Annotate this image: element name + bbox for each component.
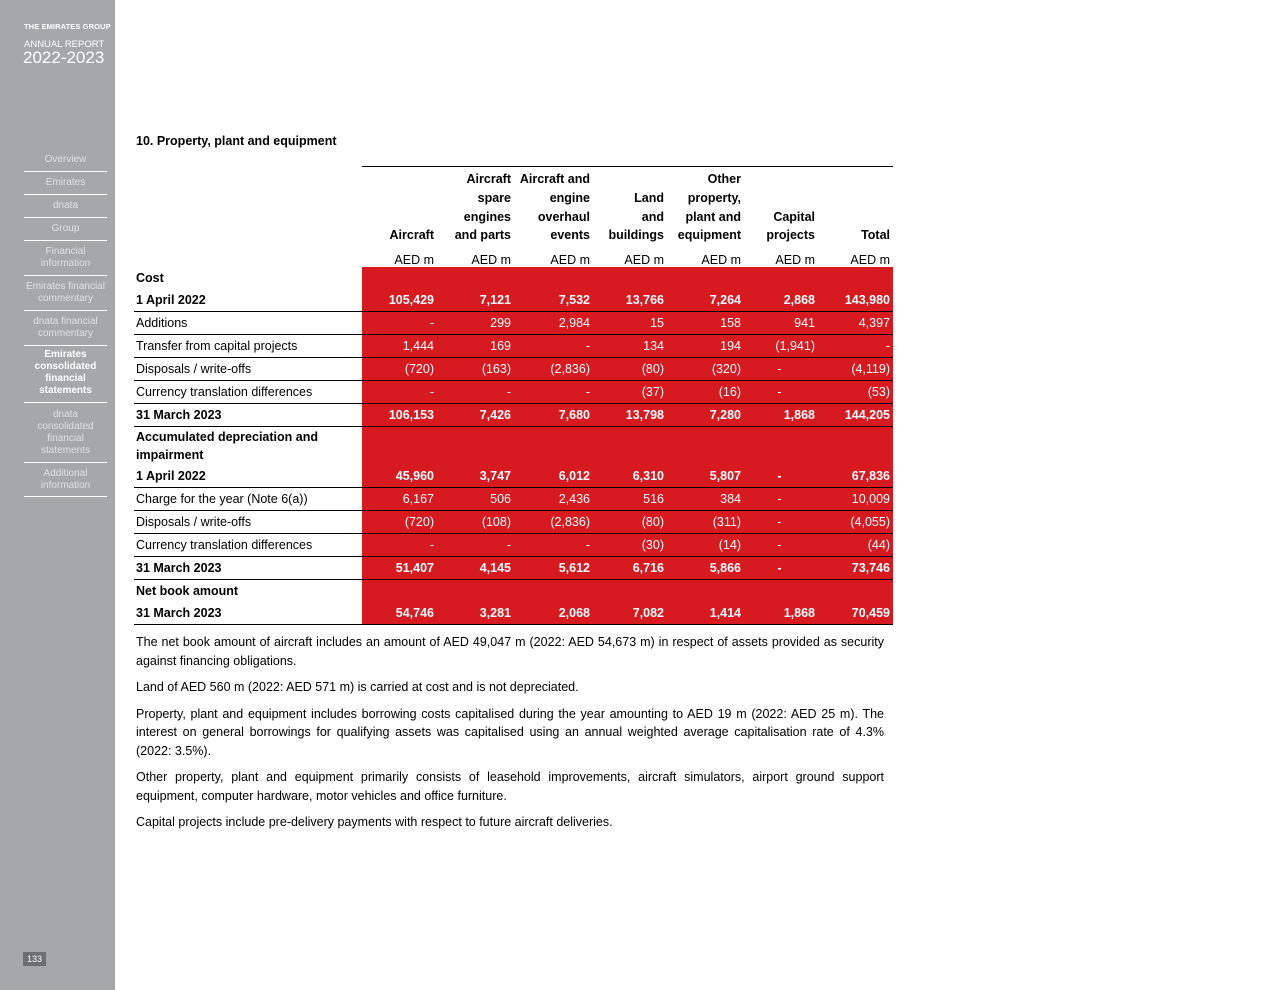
- table-cell: -: [744, 557, 818, 580]
- sidebar-nav: [24, 148, 107, 497]
- notes: [136, 633, 884, 840]
- table-cell: 144,205: [818, 404, 893, 427]
- table-row: [134, 602, 893, 625]
- table-cell: 7,264: [667, 289, 744, 312]
- table-cell: 73,746: [818, 557, 893, 580]
- table-cell: 6,167: [362, 488, 437, 511]
- row-label: Charge for the year (Note 6(a)): [134, 488, 362, 511]
- section-title: 10. Property, plant and equipment: [136, 134, 337, 148]
- column-header-line: equipment: [677, 228, 741, 243]
- units-row: [134, 247, 893, 267]
- column-header-line: [362, 170, 434, 189]
- column-header-line: [818, 208, 890, 227]
- column-header-line: and: [641, 209, 664, 224]
- table-cell: -: [744, 381, 818, 404]
- column-header: [437, 167, 514, 248]
- column-header-line: [362, 208, 434, 227]
- row-label: 31 March 2023: [134, 557, 362, 580]
- table-cell: 384: [667, 488, 744, 511]
- row-label: Disposals / write-offs: [134, 511, 362, 534]
- table-cell: 7,280: [667, 404, 744, 427]
- note-capital-projects: Capital projects include pre-delivery payments with respect to future aircraft deliveries.: [136, 815, 613, 829]
- table-cell: 10,009: [818, 488, 893, 511]
- table-cell: -: [744, 534, 818, 557]
- table-cell: [667, 267, 744, 289]
- table-cell: 1,414: [667, 602, 744, 625]
- column-header-line: [818, 189, 890, 208]
- column-header-line: and parts: [454, 228, 511, 243]
- table-cell: -: [818, 335, 893, 358]
- table-cell: 143,980: [818, 289, 893, 312]
- table-cell: 15: [593, 312, 667, 335]
- note-borrowing-costs: Property, plant and equipment includes borrowing costs capitalised during the year amounting to AED 19 m (2022: AED 25 m). The interest on general borrowings for qualifying assets was capitalised using an annual weighted average capitalisation rate of 4.3% (2022: 3.5%).: [136, 706, 884, 758]
- table-cell: [818, 267, 893, 289]
- table-cell: 4,397: [818, 312, 893, 335]
- table-cell: 506: [437, 488, 514, 511]
- note-other-ppe: Other property, plant and equipment primarily consists of leasehold improvements, aircraft simulators, airport ground support equipment, computer hardware, motor vehicles and office furniture.: [136, 770, 884, 803]
- table-cell: 169: [437, 335, 514, 358]
- table-cell: (53): [818, 381, 893, 404]
- table-cell: [362, 267, 437, 289]
- table-cell: 6,310: [593, 465, 667, 488]
- table-cell: 7,121: [437, 289, 514, 312]
- unit-label: AED m: [775, 253, 815, 268]
- table-cell: 2,068: [514, 602, 593, 625]
- table-cell: (2,836): [514, 511, 593, 534]
- ppe-table: [134, 166, 893, 625]
- table-cell: 5,866: [667, 557, 744, 580]
- table-row: [134, 312, 893, 335]
- note-land: Land of AED 560 m (2022: AED 571 m) is carried at cost and is not depreciated.: [136, 680, 579, 694]
- column-header-line: spare: [477, 190, 511, 205]
- table-cell: 1,444: [362, 335, 437, 358]
- nav-item-emirates[interactable]: Emirates: [24, 172, 107, 195]
- table-cell: 7,426: [437, 404, 514, 427]
- column-header-line: engines: [463, 209, 511, 224]
- table-cell: 1,868: [744, 602, 818, 625]
- table-row: [134, 534, 893, 557]
- table-cell: (44): [818, 534, 893, 557]
- table-cell: [593, 267, 667, 289]
- column-header-line: Capital: [773, 209, 815, 224]
- column-header-line: engine: [549, 190, 590, 205]
- table-row: [134, 488, 893, 511]
- table-cell: 67,836: [818, 465, 893, 488]
- table-cell: 51,407: [362, 557, 437, 580]
- row-label: Additions: [134, 312, 362, 335]
- table-cell: 134: [593, 335, 667, 358]
- table-cell: 6,012: [514, 465, 593, 488]
- table-cell: [437, 267, 514, 289]
- table-cell: [593, 427, 667, 466]
- table-cell: (80): [593, 511, 667, 534]
- row-label: Disposals / write-offs: [134, 358, 362, 381]
- table-cell: [744, 427, 818, 466]
- row-label: 1 April 2022: [134, 289, 362, 312]
- nav-item-emirates-consolidated-financial-statements[interactable]: Emirates consolidated financial statements: [24, 346, 107, 403]
- table-cell: 70,459: [818, 602, 893, 625]
- column-header: [818, 167, 893, 248]
- table-cell: (311): [667, 511, 744, 534]
- table-cell: 5,612: [514, 557, 593, 580]
- table-row: [134, 427, 893, 466]
- table-cell: [514, 267, 593, 289]
- column-header-line: overhaul: [537, 209, 590, 224]
- column-header-line: projects: [766, 228, 815, 243]
- table-cell: -: [744, 465, 818, 488]
- table-cell: [818, 427, 893, 466]
- unit-label: AED m: [394, 253, 434, 268]
- column-header-line: Total: [861, 228, 890, 243]
- table-cell: (720): [362, 511, 437, 534]
- table-cell: 2,868: [744, 289, 818, 312]
- nav-item-emirates-financial-commentary[interactable]: Emirates financial commentary: [24, 276, 107, 311]
- table-row: [134, 557, 893, 580]
- nav-item-group[interactable]: Group: [24, 218, 107, 241]
- unit-label: AED m: [701, 253, 741, 268]
- table-row: [134, 381, 893, 404]
- table-row: [134, 267, 893, 289]
- table-cell: (720): [362, 358, 437, 381]
- table-cell: [744, 580, 818, 603]
- column-header-line: Aircraft: [466, 172, 511, 186]
- table-cell: -: [362, 381, 437, 404]
- table-cell: -: [437, 381, 514, 404]
- table-cell: 516: [593, 488, 667, 511]
- column-header-line: buildings: [608, 228, 664, 243]
- table-cell: [437, 580, 514, 603]
- table-cell: [744, 267, 818, 289]
- table-cell: -: [514, 335, 593, 358]
- column-header: [593, 167, 667, 248]
- column-header: [744, 167, 818, 248]
- row-label: Cost: [136, 271, 164, 286]
- table-cell: (108): [437, 511, 514, 534]
- brand-company: THE EMIRATES GROUP: [24, 22, 111, 31]
- unit-label: AED m: [471, 253, 511, 268]
- table-row: [134, 511, 893, 534]
- column-header-line: Land: [634, 190, 664, 205]
- column-header-line: [744, 189, 815, 208]
- table-cell: (14): [667, 534, 744, 557]
- table-cell: 7,680: [514, 404, 593, 427]
- table-cell: 1,868: [744, 404, 818, 427]
- table-cell: 2,984: [514, 312, 593, 335]
- table-cell: 105,429: [362, 289, 437, 312]
- table-cell: 194: [667, 335, 744, 358]
- table-cell: -: [514, 534, 593, 557]
- column-header-line: Aircraft: [389, 228, 434, 243]
- nav-item-dnata-financial-commentary[interactable]: dnata financial commentary: [24, 311, 107, 346]
- row-label: 1 April 2022: [134, 465, 362, 488]
- table-cell: -: [744, 488, 818, 511]
- table-cell: (30): [593, 534, 667, 557]
- table-cell: 3,747: [437, 465, 514, 488]
- column-header-row: [134, 167, 893, 248]
- table-cell: -: [362, 534, 437, 557]
- row-label: Currency translation differences: [134, 381, 362, 404]
- table-cell: 3,281: [437, 602, 514, 625]
- table-cell: [667, 580, 744, 603]
- table-cell: 13,766: [593, 289, 667, 312]
- table-cell: 299: [437, 312, 514, 335]
- row-label: 31 March 2023: [134, 602, 362, 625]
- table-cell: [362, 580, 437, 603]
- unit-label: AED m: [850, 253, 890, 268]
- column-header-line: [362, 189, 434, 208]
- table-cell: (320): [667, 358, 744, 381]
- table-cell: 4,145: [437, 557, 514, 580]
- table-row: [134, 358, 893, 381]
- column-header-line: [818, 170, 890, 189]
- table-cell: [514, 580, 593, 603]
- brand-report-label: ANNUAL REPORT: [24, 39, 105, 50]
- table-cell: 7,082: [593, 602, 667, 625]
- table-cell: [362, 427, 437, 466]
- table-cell: 106,153: [362, 404, 437, 427]
- nav-item-dnata[interactable]: dnata: [24, 195, 107, 218]
- page-number: 133: [23, 952, 46, 966]
- table-cell: [514, 427, 593, 466]
- table-cell: (1,941): [744, 335, 818, 358]
- column-header: [514, 167, 593, 248]
- column-header: [667, 167, 744, 248]
- table-row: [134, 465, 893, 488]
- table-cell: -: [437, 534, 514, 557]
- nav-item-dnata-consolidated-financial-statements[interactable]: dnata consolidated financial statements: [24, 403, 107, 463]
- nav-item-overview[interactable]: Overview: [24, 148, 107, 172]
- table-cell: (16): [667, 381, 744, 404]
- table-cell: 941: [744, 312, 818, 335]
- sidebar: [0, 0, 115, 990]
- table-cell: 158: [667, 312, 744, 335]
- table-row: [134, 335, 893, 358]
- table-cell: 54,746: [362, 602, 437, 625]
- table-cell: (4,119): [818, 358, 893, 381]
- brand-report-year: 2022-2023: [23, 48, 105, 67]
- row-label: Accumulated depreciation and impairment: [136, 430, 318, 463]
- unit-label: AED m: [624, 253, 664, 268]
- table-cell: (4,055): [818, 511, 893, 534]
- row-label: Net book amount: [136, 584, 239, 599]
- table-cell: (80): [593, 358, 667, 381]
- column-header-line: [593, 170, 664, 189]
- table-cell: [593, 580, 667, 603]
- nav-item-financial-information[interactable]: Financial information: [24, 241, 107, 276]
- note-security: The net book amount of aircraft includes an amount of AED 49,047 m (2022: AED 54,673 m) in respect of assets provided as security against financing obligations.: [136, 635, 884, 668]
- table-row: [134, 580, 893, 603]
- table-cell: 2,436: [514, 488, 593, 511]
- column-header-line: [744, 170, 815, 189]
- table-cell: (2,836): [514, 358, 593, 381]
- table-cell: [437, 427, 514, 466]
- unit-label: AED m: [550, 253, 590, 268]
- table-cell: [667, 427, 744, 466]
- row-label: 31 March 2023: [134, 404, 362, 427]
- table-cell: -: [744, 511, 818, 534]
- column-header: [362, 167, 437, 248]
- table-cell: [818, 580, 893, 603]
- table-cell: 45,960: [362, 465, 437, 488]
- column-header-line: Aircraft and: [519, 172, 590, 186]
- table-cell: 13,798: [593, 404, 667, 427]
- column-header-line: events: [550, 228, 590, 243]
- table-cell: -: [362, 312, 437, 335]
- column-header-line: Other: [707, 172, 741, 186]
- table-cell: 7,532: [514, 289, 593, 312]
- table-cell: (163): [437, 358, 514, 381]
- table-row: [134, 289, 893, 312]
- table-row: [134, 404, 893, 427]
- row-label: Currency translation differences: [134, 534, 362, 557]
- table-cell: 6,716: [593, 557, 667, 580]
- table-cell: -: [514, 381, 593, 404]
- column-header-line: property,: [687, 190, 741, 205]
- column-header-line: plant and: [685, 209, 741, 224]
- table-cell: -: [744, 358, 818, 381]
- row-label: Transfer from capital projects: [134, 335, 362, 358]
- nav-item-additional-information[interactable]: Additional information: [24, 463, 107, 497]
- table-cell: 5,807: [667, 465, 744, 488]
- table-cell: (37): [593, 381, 667, 404]
